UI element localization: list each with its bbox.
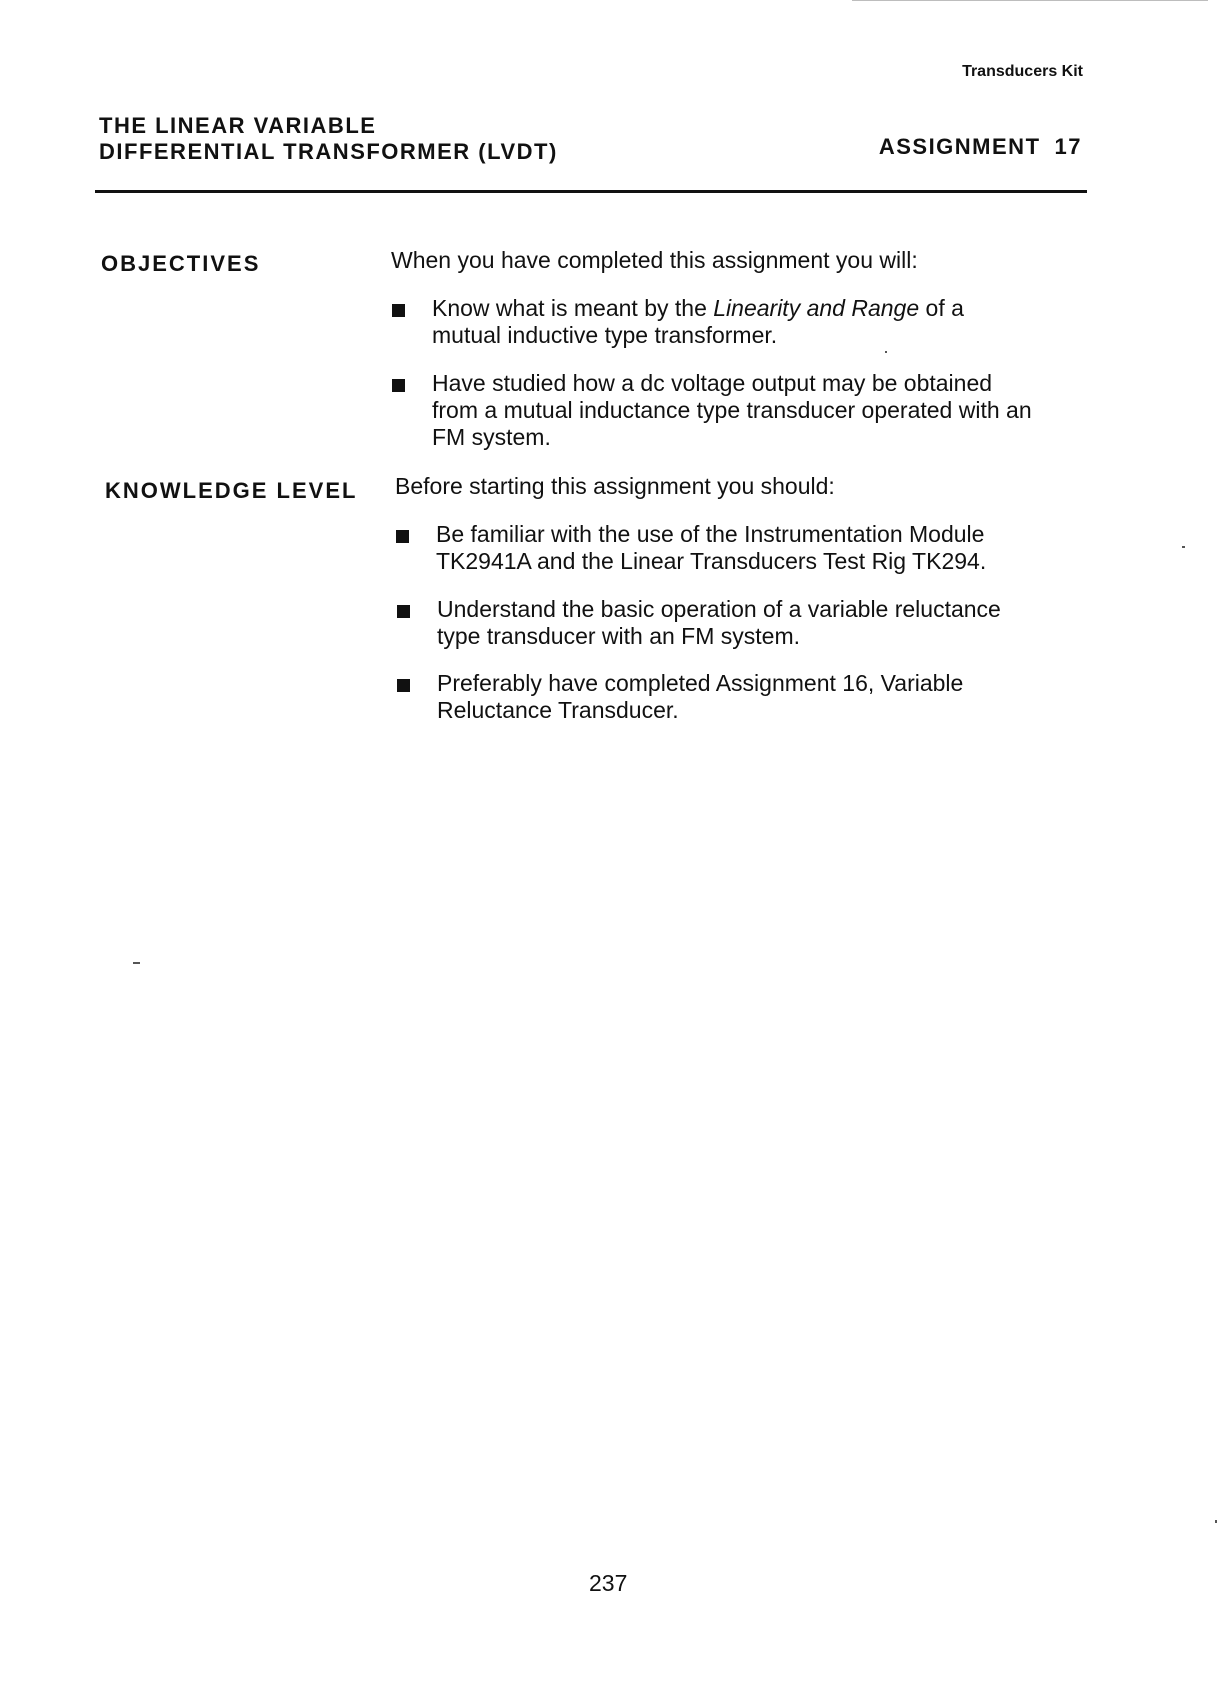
objective-text-after: of a [919, 295, 964, 321]
objective-text-line-2: mutual inductive type transformer. [432, 322, 778, 348]
knowledge-text-line-2: TK2941A and the Linear Transducers Test Rig TK294. [436, 548, 987, 574]
title-line-2: DIFFERENTIAL TRANSFORMER (LVDT) [99, 139, 558, 164]
scan-speck [133, 962, 140, 964]
assignment-heading [879, 134, 1082, 160]
knowledge-text-line-1: Preferably have completed Assignment 16, Variable [437, 670, 964, 696]
objective-emphasis: Linearity and Range [713, 295, 920, 321]
objective-text-line-2: from a mutual inductance type transducer operated with an [432, 397, 1032, 423]
objectives-label: OBJECTIVES [101, 251, 261, 276]
title-line-1: THE LINEAR VARIABLE [99, 113, 377, 138]
knowledge-level-label: KNOWLEDGE LEVEL [105, 478, 358, 503]
top-edge-rule [852, 0, 1208, 1]
knowledge-text-line-2: type transducer with an FM system. [437, 623, 801, 649]
objectives-intro: When you have completed this assignment you will: [391, 247, 918, 273]
knowledge-text-line-1: Understand the basic operation of a variable reluctance [437, 596, 1001, 622]
running-header: Transducers Kit [962, 63, 1083, 80]
document-title [99, 113, 558, 165]
header-divider [95, 190, 1087, 193]
bullet-square-icon [392, 304, 405, 317]
scan-speck [885, 351, 887, 353]
objective-item-text [432, 295, 964, 349]
bullet-square-icon [392, 379, 405, 392]
scan-speck [1182, 546, 1185, 548]
assignment-label: ASSIGNMENT [878, 134, 1041, 159]
knowledge-text-line-1: Be familiar with the use of the Instrumentation Module [436, 521, 985, 547]
objective-text-line-3: FM system. [432, 424, 551, 450]
bullet-square-icon [396, 530, 409, 543]
knowledge-item-text [437, 596, 1001, 650]
knowledge-level-intro: Before starting this assignment you should: [395, 473, 835, 499]
assignment-number: 17 [1054, 134, 1082, 159]
knowledge-item-text [436, 521, 986, 575]
objective-text-line-1: Have studied how a dc voltage output may be obtained [432, 370, 993, 396]
knowledge-item-text [437, 670, 963, 724]
knowledge-text-line-2: Reluctance Transducer. [437, 697, 679, 723]
objective-item-text [432, 370, 1032, 451]
bullet-square-icon [397, 679, 410, 692]
scan-speck [1215, 1520, 1217, 1523]
bullet-square-icon [397, 605, 410, 618]
page-number: 237 [589, 1570, 628, 1596]
objective-text-before: Know what is meant by the [432, 295, 714, 321]
